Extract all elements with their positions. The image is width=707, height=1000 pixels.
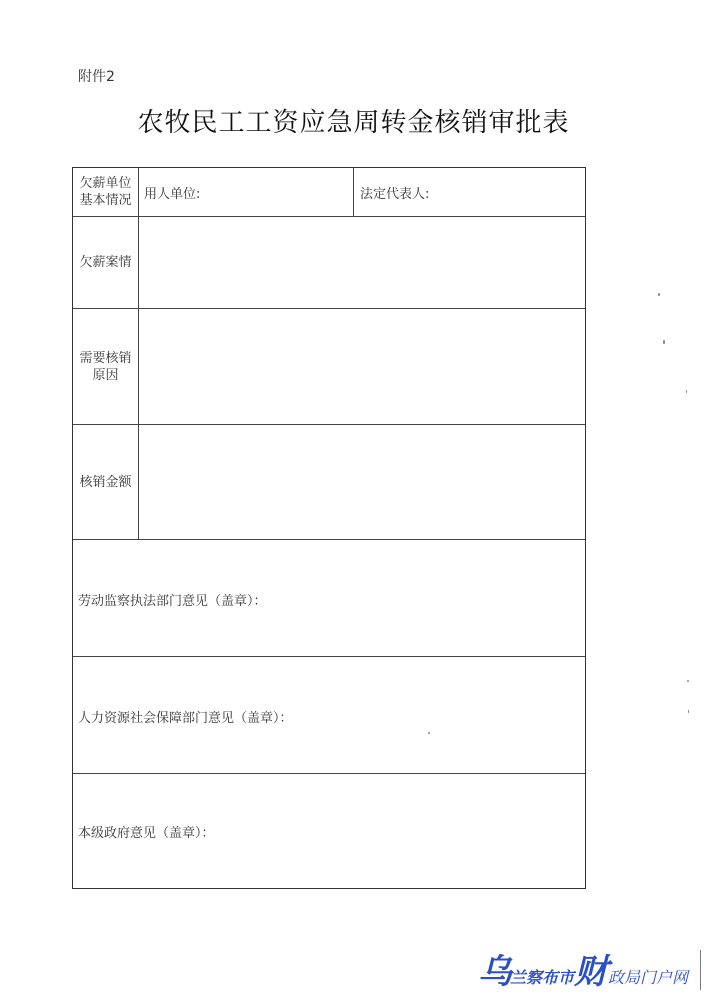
local-government-row[interactable] — [73, 774, 585, 887]
watermark-char1: 乌 — [478, 952, 510, 992]
basic-info-label — [73, 168, 139, 216]
legal-rep-label: 法定代表人: — [360, 186, 430, 202]
watermark-char2: 兰 — [510, 968, 527, 987]
basic-info-label-line2: 基本情况 — [79, 193, 132, 208]
site-watermark — [478, 944, 688, 993]
scan-speck — [658, 293, 660, 296]
employer-field[interactable] — [144, 168, 354, 216]
labor-inspection-opinion-label: 劳动监察执法部门意见（盖章）： — [78, 594, 267, 609]
watermark-mid: 察布市 — [526, 968, 575, 987]
employer-label: 用人单位: — [144, 186, 201, 202]
writeoff-reason-label — [73, 309, 139, 424]
writeoff-reason-label-line1: 需要核销 — [79, 350, 132, 366]
scan-speck — [663, 340, 665, 344]
case-details-label — [73, 217, 139, 308]
local-government-opinion-label: 本级政府意见（盖章）： — [78, 826, 215, 841]
writeoff-amount-label — [73, 425, 139, 539]
writeoff-reason-row — [73, 309, 585, 425]
watermark-char3: 财 — [574, 952, 609, 992]
watermark-tail: 政局门户网 — [608, 968, 689, 987]
writeoff-amount-field[interactable] — [139, 425, 585, 539]
writeoff-reason-field[interactable] — [139, 309, 585, 424]
legal-rep-field[interactable] — [354, 168, 429, 216]
case-details-field[interactable] — [139, 217, 585, 308]
labor-inspection-row[interactable] — [73, 540, 585, 657]
approval-form — [72, 167, 586, 889]
hr-social-security-row[interactable] — [73, 657, 585, 774]
writeoff-amount-row — [73, 425, 585, 540]
scan-edge-line — [700, 950, 701, 990]
scan-speck — [428, 732, 430, 734]
writeoff-reason-label-line2: 原因 — [92, 367, 119, 383]
scan-speck — [688, 710, 689, 713]
hr-social-security-opinion-label: 人力资源社会保障部门意见（盖章）： — [78, 711, 293, 726]
scan-speck — [687, 680, 689, 682]
form-title: 农牧民工工资应急周转金核销审批表 — [137, 108, 570, 138]
case-details-label-text: 欠薪案情 — [79, 255, 132, 270]
basic-info-label-line1: 欠薪单位 — [79, 176, 132, 191]
scan-speck — [686, 390, 687, 393]
attachment-label: 附件2 — [78, 69, 115, 85]
basic-info-row — [73, 168, 585, 217]
writeoff-amount-label-text: 核销金额 — [79, 474, 132, 490]
case-details-row — [73, 217, 585, 309]
